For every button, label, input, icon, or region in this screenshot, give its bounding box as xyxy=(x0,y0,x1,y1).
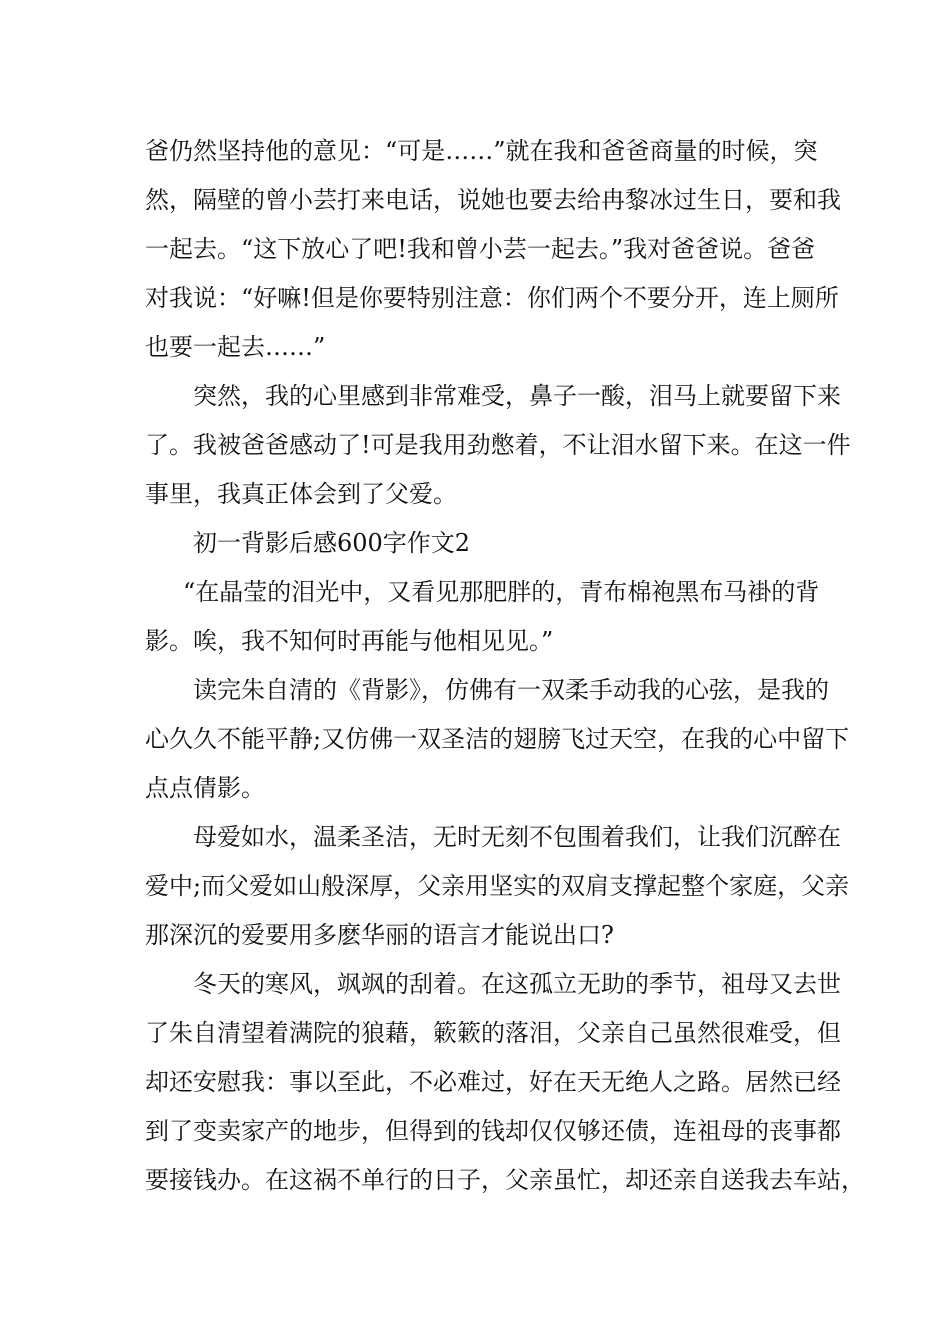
text-line: 事里，我真正体会到了父爱。 xyxy=(145,480,457,508)
text-line: 了朱自清望着满院的狼藉，簌簌的落泪，父亲自己虽然很难受，但 xyxy=(145,1019,841,1047)
paragraph-start-line: 母爱如水，温柔圣洁，无时无刻不包围着我们，让我们沉醉在 xyxy=(193,823,841,851)
paragraph-start-line: 读完朱自清的《背影》，仿佛有一双柔手动我的心弦，是我的 xyxy=(193,676,829,704)
document-body xyxy=(145,127,865,1205)
text-line: 却还安慰我：事以至此，不必难过，好在天无绝人之路。居然已经 xyxy=(145,1068,841,1096)
section-heading: 初一背影后感600字作文2 xyxy=(193,529,471,557)
text-line: 心久久不能平静;又仿佛一双圣洁的翅膀飞过天空，在我的心中留下 xyxy=(145,725,850,753)
text-line: 要接钱办。在这祸不单行的日子，父亲虽忙，却还亲自送我去车站， xyxy=(145,1166,865,1194)
text-line: 爸仍然坚持他的意见：“可是……”就在我和爸爸商量的时候，突 xyxy=(145,137,818,165)
text-line: 影。唉，我不知何时再能与他相见见。” xyxy=(145,627,554,655)
text-line: 爱中;而父爱如山般深厚，父亲用坚实的双肩支撑起整个家庭，父亲 xyxy=(145,872,850,900)
text-line: 点点倩影。 xyxy=(145,774,265,802)
text-line: 也要一起去……” xyxy=(145,333,326,361)
text-line: 到了变卖家产的地步，但得到的钱却仅仅够还债，连祖母的丧事都 xyxy=(145,1117,841,1145)
text-line: 然，隔壁的曾小芸打来电话，说她也要去给冉黎冰过生日，要和我 xyxy=(145,186,841,214)
paragraph-start-line: “在晶莹的泪光中，又看见那肥胖的，青布棉袍黑布马褂的背 xyxy=(183,578,820,606)
text-line: 那深沉的爱要用多麽华丽的语言才能说出口? xyxy=(145,921,614,949)
text-line: 了。我被爸爸感动了!可是我用劲憋着，不让泪水留下来。在这一件 xyxy=(145,431,851,459)
paragraph-start-line: 突然，我的心里感到非常难受，鼻子一酸，泪马上就要留下来 xyxy=(193,382,841,410)
text-line: 对我说：“好嘛!但是你要特别注意：你们两个不要分开，连上厕所 xyxy=(145,284,839,312)
paragraph-start-line: 冬天的寒风，飒飒的刮着。在这孤立无助的季节，祖母又去世 xyxy=(193,970,841,998)
text-line: 一起去。“这下放心了吧!我和曾小芸一起去。”我对爸爸说。爸爸 xyxy=(145,235,816,263)
